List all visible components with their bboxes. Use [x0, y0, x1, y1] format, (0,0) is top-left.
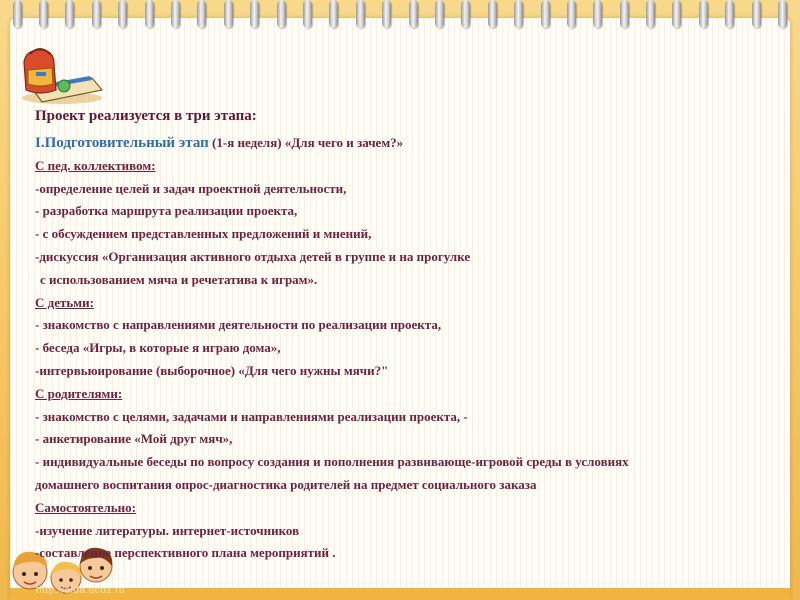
section-heading-parents: С родителями:: [35, 385, 123, 401]
binding-ring: [409, 0, 418, 28]
binding-ring: [778, 0, 787, 28]
binding-ring: [593, 0, 602, 28]
binding-ring: [752, 0, 761, 28]
stage-duration: (1-я неделя) «Для чего и зачем?»: [208, 135, 404, 150]
binding-ring: [145, 0, 154, 28]
backpack-illustration: [14, 44, 106, 106]
binding-ring: [356, 0, 365, 28]
binding-ring: [435, 0, 444, 28]
project-stages-text: [35, 105, 780, 565]
binding-ring: [118, 0, 127, 28]
list-item: -дискуссия «Организация активного отдыха детей в группе и на прогулке: [35, 248, 471, 264]
binding-ring: [277, 0, 286, 28]
list-item: -интервьюирование (выборочное) «Для чего нужны мячи?": [35, 362, 389, 378]
binding-ring: [672, 0, 681, 28]
binding-ring: [620, 0, 629, 28]
binding-ring: [92, 0, 101, 28]
footer-strip: [10, 588, 790, 600]
list-item: - знакомство с направлениями деятельности по реализации проекта,: [35, 317, 442, 333]
binding-ring: [197, 0, 206, 28]
list-item: - индивидуальные беседы по вопросу создания и пополнения развивающе-игровой среды в условиях: [35, 454, 629, 470]
binding-ring: [13, 0, 22, 28]
binding-ring: [329, 0, 338, 28]
binding-ring: [461, 0, 470, 28]
section-heading-teachers: С пед. коллективом:: [35, 157, 156, 173]
stage-line: [35, 132, 780, 155]
list-item: -составление перспективного плана мероприятий .: [35, 545, 336, 561]
binding-ring: [39, 0, 48, 28]
spiral-binding: [0, 0, 800, 30]
list-item: -определение целей и задач проектной деятельности,: [35, 180, 347, 196]
list-item: - беседа «Игры, в которые я играю дома»,: [35, 340, 281, 356]
binding-ring: [65, 0, 74, 28]
list-item: домашнего воспитания опрос-диагностика родителей на предмет социального заказа: [35, 476, 537, 492]
binding-ring: [514, 0, 523, 28]
watermark-text: http://aida.ucoz.ru: [36, 585, 125, 596]
binding-ring: [488, 0, 497, 28]
section-heading-self: Самостоятельно:: [35, 499, 136, 515]
binding-ring: [303, 0, 312, 28]
binding-ring: [250, 0, 259, 28]
binding-ring: [171, 0, 180, 28]
list-item: с использованием мяча и речетатива к играм».: [40, 271, 318, 287]
stage-title: I.Подготовительный этап: [35, 135, 209, 151]
list-item: - с обсуждением представленных предложений и мнений,: [35, 226, 372, 242]
binding-ring: [541, 0, 550, 28]
binding-ring: [382, 0, 391, 28]
binding-ring: [567, 0, 576, 28]
binding-ring: [646, 0, 655, 28]
section-heading-children: С детьми:: [35, 294, 94, 310]
list-item: - знакомство с целями, задачами и направлениями реализации проекта, -: [35, 408, 468, 424]
slide-heading: Проект реализуется в три этапа:: [35, 108, 257, 124]
binding-ring: [699, 0, 708, 28]
binding-ring: [725, 0, 734, 28]
list-item: - анкетирование «Мой друг мяч»,: [35, 431, 233, 447]
binding-ring: [224, 0, 233, 28]
list-item: - разработка маршрута реализации проекта,: [35, 203, 298, 219]
list-item: -изучение литературы. интернет-источников: [35, 522, 300, 538]
